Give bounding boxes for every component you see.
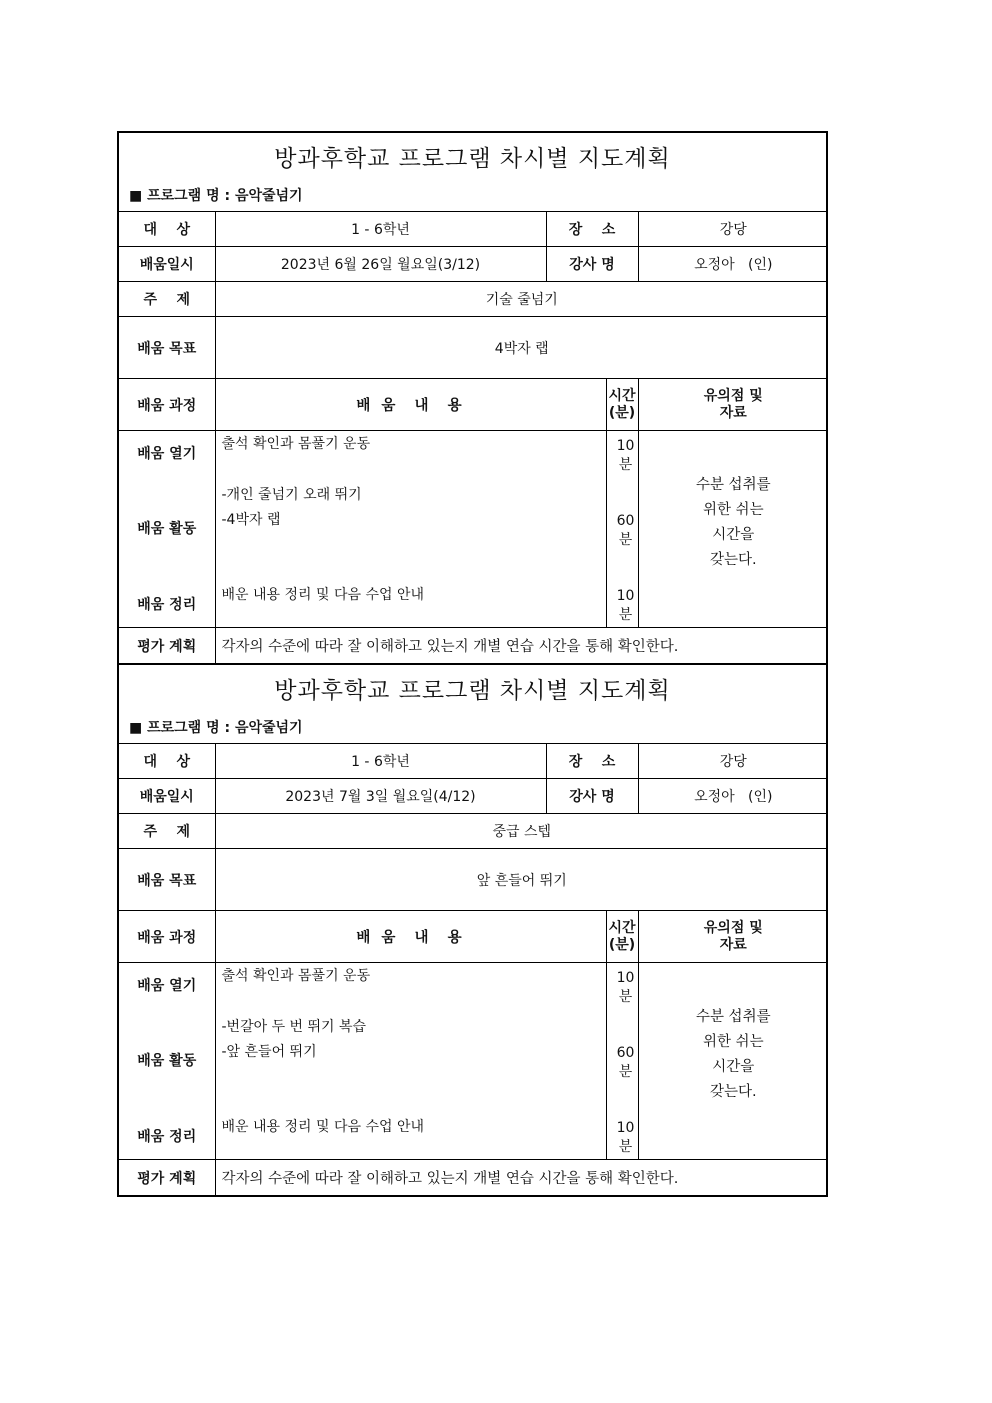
time-close: 10분 [616,588,635,623]
place-value: 강당 [638,744,828,779]
evaluation-value: 각자의 수준에 따라 잘 이해하고 있는지 개별 연습 시간을 통해 확인한다. [215,1160,828,1196]
stage-open: 배움 열기 [137,446,197,462]
stage-activity: 배움 활동 [137,1053,197,1069]
teacher-value: 오정아 (인) [638,247,828,282]
content-activity-1: -개인 줄넘기 오래 뛰기 [221,487,362,503]
datetime-value: 2023년 6월 26일 월요일(3/12) [215,247,546,282]
time-close: 10분 [616,1120,635,1155]
time-open: 10분 [616,438,635,473]
theme-label: 주 제 [119,282,215,317]
teacher-label: 강사 명 [546,779,638,814]
datetime-label: 배움일시 [119,779,215,814]
place-label: 장 소 [546,744,638,779]
theme-value: 기술 줄넘기 [215,282,828,317]
stages-cell [119,963,215,1160]
time-open: 10분 [616,970,635,1005]
target-label: 대 상 [119,744,215,779]
datetime-label: 배움일시 [119,247,215,282]
notes-value: 수분 섭취를 위한 쉬는 시간을 갖는다. [638,431,828,628]
stage-close: 배움 정리 [137,597,197,613]
target-value: 1 - 6학년 [215,212,546,247]
plan-title: 방과후학교 프로그램 차시별 지도계획 [274,146,671,172]
goal-value: 앞 흔들어 뛰기 [215,849,828,911]
teacher-value: 오정아 (인) [638,779,828,814]
contents-cell [215,963,606,1160]
content-header: 배 움 내 용 [215,379,606,431]
notes-header: 유의점 및 자료 [638,379,828,431]
time-activity: 60분 [616,513,635,548]
content-open: 출석 확인과 몸풀기 운동 [221,436,371,452]
contents-cell [215,431,606,628]
process-label: 배움 과정 [119,911,215,963]
content-open: 출석 확인과 몸풀기 운동 [221,968,371,984]
content-close: 배운 내용 정리 및 다음 수업 안내 [221,1119,425,1135]
notes-header: 유의점 및 자료 [638,911,828,963]
notes-value: 수분 섭취를 위한 쉬는 시간을 갖는다. [638,963,828,1160]
program-name: ■ 프로그램 명 : 음악줄넘기 [129,719,303,736]
process-label: 배움 과정 [119,379,215,431]
lesson-plan-1 [117,131,828,665]
place-value: 강당 [638,212,828,247]
target-value: 1 - 6학년 [215,744,546,779]
content-header: 배 움 내 용 [215,911,606,963]
plan-title: 방과후학교 프로그램 차시별 지도계획 [274,678,671,704]
lesson-plan-2 [117,663,828,1197]
program-name: ■ 프로그램 명 : 음악줄넘기 [129,187,303,204]
evaluation-label: 평가 계획 [119,1160,215,1196]
content-close: 배운 내용 정리 및 다음 수업 안내 [221,587,425,603]
content-activity-2: -4박자 랩 [221,512,281,528]
times-cell [606,963,638,1160]
teacher-label: 강사 명 [546,247,638,282]
goal-label: 배움 목표 [119,849,215,911]
stage-close: 배움 정리 [137,1129,197,1145]
plan-table [119,743,828,1195]
time-header: 시간 (분) [606,911,638,963]
place-label: 장 소 [546,212,638,247]
target-label: 대 상 [119,212,215,247]
stage-open: 배움 열기 [137,978,197,994]
datetime-value: 2023년 7월 3일 월요일(4/12) [215,779,546,814]
plan-table [119,211,828,663]
goal-value: 4박자 랩 [215,317,828,379]
time-header: 시간 (분) [606,379,638,431]
evaluation-value: 각자의 수준에 따라 잘 이해하고 있는지 개별 연습 시간을 통해 확인한다. [215,628,828,664]
time-activity: 60분 [616,1045,635,1080]
content-activity-2: -앞 흔들어 뛰기 [221,1044,317,1060]
goal-label: 배움 목표 [119,317,215,379]
evaluation-label: 평가 계획 [119,628,215,664]
content-activity-1: -번갈아 두 번 뛰기 복습 [221,1019,367,1035]
stages-cell [119,431,215,628]
times-cell [606,431,638,628]
theme-label: 주 제 [119,814,215,849]
theme-value: 중급 스텝 [215,814,828,849]
stage-activity: 배움 활동 [137,521,197,537]
